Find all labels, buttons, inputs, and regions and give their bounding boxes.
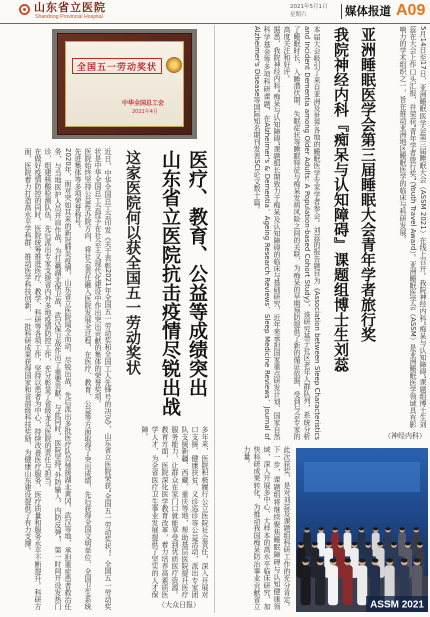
left-article-body-1: 近日，中华全国总工会印发《关于表彰2021年全国五一劳动奖和全国工人先锋号的决定》，山东省立医院荣获“全国五一劳动奖状”。全国五一劳动奖状是中华全国总工会授予在社会主义现代化建设中作出突出贡献的集体的荣誉奖项。 医院始终坚持公益性办院方向，将社会责任融入医院发展全过程，在医疗、教育、公益等方面取得了突出成绩，先后获得全国文明单位、全国卫生系统先进集体等多项荣誉称号。 2020年，面对突如其来的新冠肺炎疫情，山东省立医院闻令而动、尽锐出战，先后派出多批医疗队员驰援湖北黄冈、武汉等地，承担重症患者救治任务，与当地医护人员并肩作战，为打赢湖北保卫战、武汉保卫战作出了重要贡献。与此同时，医院坚持“外防输入、内防反弹”，第一时间开设发热门诊，组建核酸检测队伍，先后派出专家支援省内外多地疫情防控工作，充分彰显了省级龙头医院的责任与担当。 在做好疫情防控的同时，医院统筹推进医疗、教学、科研等各项工作，坚持以患者为中心，持续改善医疗服务，医疗质量和服务水平不断提升。科研方面，医院着力打造高水平学科群，推动医学科技创新，一批科研成果获得国家和省部级科技奖励，为健康山东建设提供了有力支撑。 bbox=[24, 148, 112, 610]
certificate-title: 全国五一劳动奖状 bbox=[76, 62, 157, 73]
photo-label: ASSM 2021 bbox=[370, 599, 424, 611]
right-headline-main: 亚洲睡眠医学会第三届睡眠大会青年学者旅行奖 bbox=[359, 27, 377, 342]
group-photo bbox=[296, 448, 428, 612]
header-separator bbox=[341, 4, 342, 19]
right-article-body-1: 5月14日至17日，亚洲睡眠医学会第三届睡眠大会（ASSM 2021）在线上召开。我院神经内科“痴呆与认知障碍”课题组博士生刘蕊在大会上作口头汇报，并荣获“青年学者旅行奖”（Youth Travel Award）。亚洲睡眠医学会（ASSM）是亚洲睡眠医学领域具有影响力的学术组织之一，旨在推动亚洲地区睡眠医学的临床与科研发展。 bbox=[399, 26, 427, 428]
certificate-photo bbox=[52, 29, 197, 139]
union-emblem-icon bbox=[166, 57, 182, 73]
left-headline-secondary: 山东省立医院抗击疫情尽锐出战 bbox=[159, 150, 181, 416]
right-article-source: （神经内科） bbox=[384, 432, 426, 440]
page-header bbox=[0, 0, 430, 24]
left-subheadline: 这家医院何以获全国五一劳动奖状 bbox=[124, 150, 142, 375]
stage-screen bbox=[304, 462, 420, 492]
page-number: A09 bbox=[396, 2, 426, 19]
issue-weekday: 星期六 bbox=[290, 12, 307, 18]
issue-date: 2021年5月1日 bbox=[290, 4, 328, 10]
right-article-body-2: 本届大会吸引了来自亚洲及世界各地的睡眠医学专家学者参会。刘蕊的报告题目为《Association between Sleep Characteristics and Incident Dementia among Older Adults: A Population-based Cohort Study》，该研究基于社区老年人群队列，系统分析了睡眠时长、入睡潜伏期、失眠症状等睡眠特征与痴呆发病风险之间的关联，为痴呆的早期预防提供了新的循证依据，受到与会专家的高度关注和好评。 据悉，我院神经内科“痴呆与认知障碍”课题组长期致力于痴呆及认知障碍的临床与基础研究，近年来承担国家重点研发计划、国家自然科学基金等多项科研课题，在Alzheimer's & Dementia、Ageing Research Reviews、Sleep Medicine Reviews、Journal of Alzheimer's Disease等国际知名期刊发表SCI论文数十篇。 bbox=[253, 26, 321, 440]
right-headline-secondary: 我院神经内科『痴呆与认知障碍』课题组博士生刘蕊 bbox=[332, 27, 350, 372]
certificate-title-box bbox=[72, 58, 162, 74]
left-article-body-2: 多年来，医院积极履行公立医院社会责任，深入开展对口支援、健康扶贫、义诊巡诊等公益活动，派出专家团队支援新疆、西藏、重庆等地，帮助基层医院提升医疗服务能力，让群众在家门口就能享受到优质医疗资源。教育方面，医院深化医学教育改革，着力培养高素质医学人才，为全省医疗卫生事业发展提供了坚实的人才保障。 bbox=[141, 426, 209, 598]
certificate-date: 2021年4月 bbox=[132, 109, 158, 115]
left-headline-main: 医疗、教育、公益等成绩突出 bbox=[186, 150, 208, 397]
logo-name-cn: 山东省立医院 bbox=[34, 1, 106, 14]
column-divider bbox=[214, 25, 215, 613]
hospital-emblem-icon bbox=[19, 4, 30, 15]
right-article-body-3: 此次获奖，是对刘蕊及课题组科研工作的充分肯定。下一步，课题组将继续聚焦睡眠障碍与认知健康领域，深入开展多中心、大样本的高水平临床研究，加快科研成果转化，为推动我国痴呆防治事业贡献省立力量。 bbox=[243, 446, 291, 610]
left-article-source: （大众日报） bbox=[158, 601, 200, 609]
certificate-issuer: 中华全国总工会 bbox=[122, 100, 165, 107]
certificate-plaque bbox=[65, 41, 184, 127]
certificate-frame bbox=[57, 33, 192, 135]
section-title: 媒体报道 bbox=[345, 4, 391, 18]
logo-name-en: Shandong Provincial Hospital bbox=[35, 14, 103, 20]
